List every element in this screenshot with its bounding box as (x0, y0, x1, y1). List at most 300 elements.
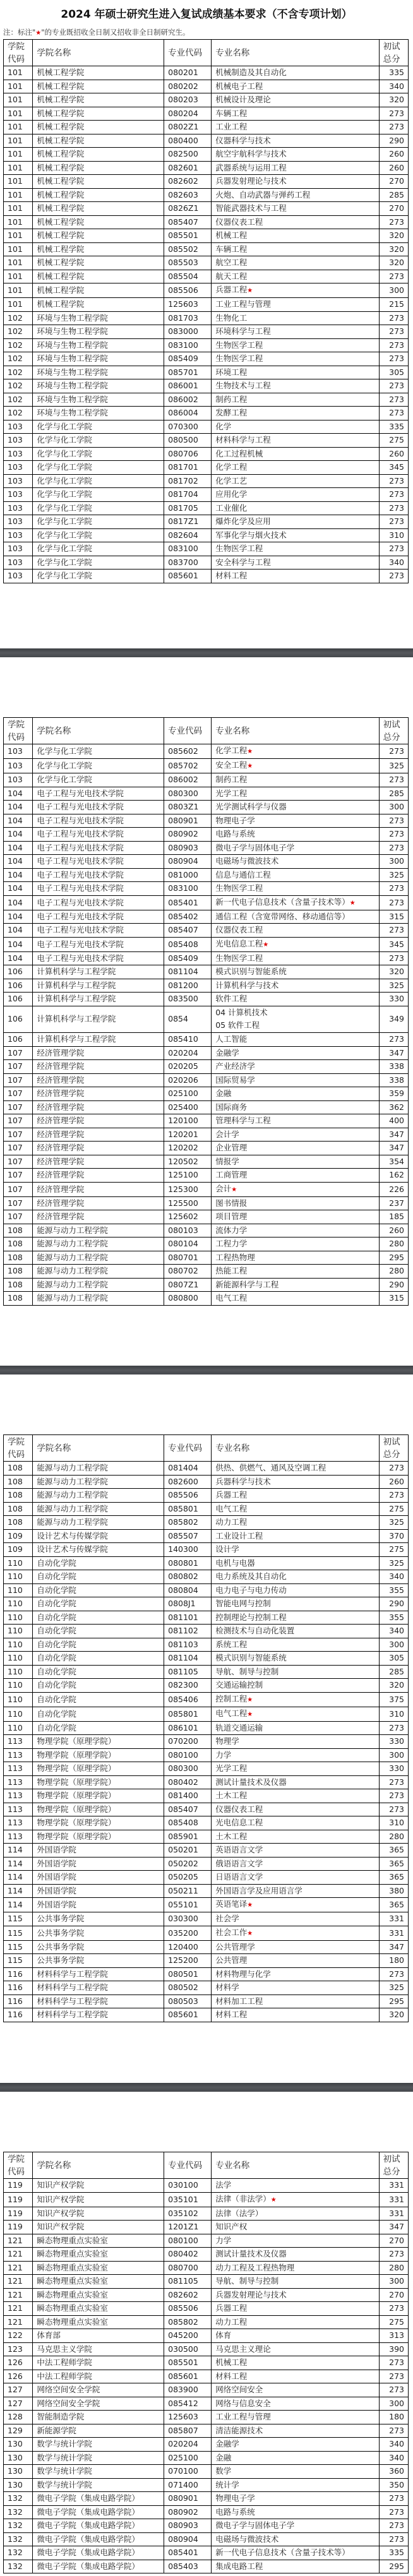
major-code-cell: 085410 (164, 1033, 212, 1047)
college-code-cell: 110 (4, 1570, 33, 1584)
table-row (4, 1775, 409, 1789)
major-name-text: 软件工程 (215, 994, 248, 1004)
major-name-cell (212, 1128, 379, 1142)
score-cell: 331 (379, 1926, 408, 1940)
major-code-cell: 085802 (164, 2315, 212, 2329)
score-cell: 273 (379, 1803, 408, 1816)
table-header (4, 40, 409, 66)
major-code-cell: 080700 (164, 2261, 212, 2275)
college-code-cell: 132 (4, 2532, 33, 2546)
major-name-text: 日语语言文学 (215, 1872, 263, 1882)
major-code-cell: 085506 (164, 2302, 212, 2316)
score-cell: 320 (379, 229, 408, 243)
major-name-cell (212, 1462, 379, 1476)
major-code-cell: 125602 (164, 1210, 212, 1224)
major-name-cell (212, 787, 379, 801)
score-cell: 370 (379, 1529, 408, 1543)
score-cell: 340 (379, 2451, 408, 2465)
college-code-cell: 122 (4, 2329, 33, 2343)
major-name-cell (212, 1898, 379, 1912)
major-name-cell (212, 1844, 379, 1857)
major-name-cell (212, 2397, 379, 2411)
table-row (4, 2356, 409, 2370)
major-name-cell (212, 2370, 379, 2383)
major-name-cell (212, 515, 379, 529)
college-name-cell: 能源与动力工程学院 (33, 1265, 164, 1279)
major-code-cell: 080801 (164, 1556, 212, 1570)
table-header (4, 1435, 409, 1462)
major-code-cell: 083700 (164, 556, 212, 569)
college-code-cell: 104 (4, 924, 33, 938)
table-row (4, 965, 409, 979)
table-row (4, 569, 409, 583)
college-name-cell: 机械工程学院 (33, 188, 164, 202)
score-cell: 300 (379, 2275, 408, 2289)
score-cell: 347 (379, 1142, 408, 1155)
header-score: 初试总分 (379, 2152, 408, 2179)
major-code-cell: 071400 (164, 2478, 212, 2492)
score-cell: 400 (379, 1114, 408, 1128)
table-row (4, 1073, 409, 1087)
score-cell: 380 (379, 1884, 408, 1898)
college-name-cell: 数学与统计学院 (33, 2465, 164, 2479)
college-code-cell: 108 (4, 1237, 33, 1251)
header-major-name: 专业名称 (212, 2152, 379, 2179)
score-cell: 355 (379, 1611, 408, 1625)
major-name-text: 模式识别与智能系统 (215, 967, 287, 977)
score-cell: 300 (379, 801, 408, 814)
major-code-cell: 070100 (164, 2465, 212, 2479)
score-cell: 335 (379, 66, 408, 80)
college-name-cell: 电子工程与光电技术学院 (33, 801, 164, 814)
college-name-cell: 化学与化工学院 (33, 515, 164, 529)
college-name-cell: 电子工程与光电技术学院 (33, 951, 164, 965)
major-name-cell (212, 2288, 379, 2302)
table-row (4, 855, 409, 869)
major-name-text: 金融 (215, 1088, 232, 1099)
major-code-cell: 085501 (164, 229, 212, 243)
score-cell: 273 (379, 773, 408, 787)
table-row (4, 882, 409, 896)
major-code-cell: 030300 (164, 1912, 212, 1926)
major-name-cell (212, 937, 379, 951)
major-name-cell (212, 773, 379, 787)
college-name-cell: 材料科学与工程学院 (33, 2008, 164, 2022)
table-row (4, 2478, 409, 2492)
college-name-cell: 能源与动力工程学院 (33, 1292, 164, 1306)
table-row (4, 2221, 409, 2234)
college-code-cell: 113 (4, 1789, 33, 1803)
score-cell: 273 (379, 352, 408, 366)
college-name-cell: 网络空间安全学院 (33, 2383, 164, 2397)
major-name-cell (212, 1489, 379, 1503)
college-name-cell: 材料科学与工程学院 (33, 1995, 164, 2008)
college-code-cell: 116 (4, 2008, 33, 2022)
major-name-text: 外国语言学及应用语言学 (215, 1885, 302, 1895)
score-cell: 273 (379, 474, 408, 488)
score-cell: 365 (379, 1857, 408, 1871)
score-cell: 273 (379, 338, 408, 352)
major-name-cell (212, 148, 379, 162)
college-name-cell: 能源与动力工程学院 (33, 1278, 164, 1292)
major-name-cell (212, 910, 379, 924)
score-cell: 310 (379, 528, 408, 542)
major-name-text: 力学 (215, 1750, 232, 1760)
score-cell: 273 (379, 542, 408, 556)
major-code-cell: 081704 (164, 488, 212, 502)
major-name-cell (212, 2492, 379, 2506)
table-row (4, 1516, 409, 1530)
score-cell: 273 (379, 895, 408, 910)
major-code-cell: 081702 (164, 474, 212, 488)
page-separator (0, 648, 413, 657)
major-name-text: 测试计量技术及仪器 (215, 2249, 287, 2259)
major-name-cell (212, 2329, 379, 2343)
major-name-cell (212, 2315, 379, 2329)
table-row (4, 951, 409, 965)
major-code-cell: 082603 (164, 188, 212, 202)
major-code-cell: 035101 (164, 2192, 212, 2207)
table-row (4, 379, 409, 393)
college-name-cell: 化学与化工学院 (33, 569, 164, 583)
score-cell: 285 (379, 787, 408, 801)
college-name-cell: 能源与动力工程学院 (33, 1502, 164, 1516)
college-code-cell: 110 (4, 1692, 33, 1707)
score-cell: 313 (379, 2329, 408, 2343)
major-name-cell (212, 134, 379, 148)
table-row (4, 1735, 409, 1749)
major-name-cell (212, 1516, 379, 1530)
table-row (4, 121, 409, 134)
table-row (4, 1182, 409, 1196)
table-row (4, 202, 409, 216)
table-row (4, 1995, 409, 2008)
college-code-cell: 103 (4, 501, 33, 515)
score-cell: 273 (379, 407, 408, 420)
major-name-cell (212, 338, 379, 352)
table-row (4, 1912, 409, 1926)
college-code-cell: 107 (4, 1210, 33, 1224)
table-row (4, 1748, 409, 1762)
college-name-cell: 机械工程学院 (33, 121, 164, 134)
major-name-text: 工程热物理 (215, 1252, 255, 1262)
score-cell: 325 (379, 1981, 408, 1995)
college-code-cell: 102 (4, 352, 33, 366)
header-college-code: 学院代码 (4, 40, 33, 66)
score-cell: 340 (379, 2438, 408, 2452)
score-cell: 280 (379, 2261, 408, 2275)
college-name-cell: 环境与生物工程学院 (33, 407, 164, 420)
major-name-cell (212, 202, 379, 216)
college-name-cell: 物理学院（原理学院） (33, 1816, 164, 1830)
college-name-cell: 能源与动力工程学院 (33, 1516, 164, 1530)
major-name-cell (212, 1251, 379, 1265)
college-code-cell: 132 (4, 2492, 33, 2506)
major-name-cell (212, 1679, 379, 1693)
college-code-cell: 119 (4, 2221, 33, 2234)
table-row (4, 2302, 409, 2316)
major-name-text: 人工智能 (215, 1034, 248, 1044)
college-code-cell: 107 (4, 1060, 33, 1074)
score-cell: 390 (379, 2342, 408, 2356)
table-row (4, 2008, 409, 2022)
major-name-text: 网络空间安全 (215, 2385, 263, 2395)
table-row (4, 1251, 409, 1265)
college-name-cell: 环境与生物工程学院 (33, 338, 164, 352)
college-name-cell: 环境与生物工程学院 (33, 393, 164, 407)
major-code-cell: 080903 (164, 841, 212, 855)
table-row (4, 2248, 409, 2262)
major-name-cell (212, 488, 379, 502)
major-name-text: 导航、制导与控制 (215, 1666, 279, 1676)
college-name-cell: 机械工程学院 (33, 175, 164, 189)
major-code-cell: 081101 (164, 1611, 212, 1625)
college-name-cell: 计算机科学与工程学院 (33, 965, 164, 979)
major-name-cell (212, 528, 379, 542)
page-separator (0, 2083, 413, 2092)
table-row (4, 2192, 409, 2207)
major-name-text: 应用化学 (215, 489, 248, 499)
score-cell: 280 (379, 1830, 408, 1844)
header-major-code: 专业代码 (164, 40, 212, 66)
college-name-cell: 网络空间安全学院 (33, 2397, 164, 2411)
star-icon: ★ (247, 1696, 253, 1703)
major-code-cell: 080502 (164, 1981, 212, 1995)
major-name-text: 车辆工程 (215, 244, 248, 254)
major-name-cell (212, 1857, 379, 1871)
major-name-cell (212, 924, 379, 938)
table-row (4, 993, 409, 1006)
college-name-cell: 物理学院（原理学院） (33, 1762, 164, 1776)
major-code-cell: 082602 (164, 175, 212, 189)
major-name-cell (212, 993, 379, 1006)
college-code-cell: 126 (4, 2370, 33, 2383)
major-name-cell (212, 270, 379, 283)
table-row (4, 1489, 409, 1503)
score-cell: 273 (379, 107, 408, 121)
major-code-cell: 085412 (164, 2397, 212, 2411)
major-name-text: 生物技术与工程 (215, 381, 271, 391)
college-name-cell: 能源与动力工程学院 (33, 1489, 164, 1503)
major-name-cell (212, 461, 379, 475)
major-code-cell: 080104 (164, 1237, 212, 1251)
score-cell: 338 (379, 1073, 408, 1087)
major-name-cell (212, 2207, 379, 2221)
college-code-cell: 110 (4, 1638, 33, 1652)
major-code-cell: 0817Z1 (164, 515, 212, 529)
major-name-text: 导航、制导与控制 (215, 2276, 279, 2286)
score-cell: 273 (379, 1489, 408, 1503)
college-name-cell: 知识产权学院 (33, 2179, 164, 2193)
college-code-cell: 106 (4, 993, 33, 1006)
major-name-cell (212, 283, 379, 298)
college-code-cell: 113 (4, 1735, 33, 1749)
score-table (3, 717, 409, 1306)
major-code-cell: 082604 (164, 528, 212, 542)
major-name-cell (212, 2221, 379, 2234)
table-row (4, 1462, 409, 1476)
table-row (4, 1652, 409, 1666)
score-cell: 345 (379, 937, 408, 951)
score-cell: 300 (379, 855, 408, 869)
major-code-cell: 083000 (164, 325, 212, 339)
major-name-cell (212, 1940, 379, 1954)
major-name-text: 化工过程机械 (215, 448, 263, 458)
major-name-cell (212, 2438, 379, 2452)
score-cell: 300 (379, 2397, 408, 2411)
score-cell: 270 (379, 2234, 408, 2248)
college-code-cell: 103 (4, 461, 33, 475)
note (3, 27, 190, 37)
major-name-text: 情报学 (215, 1156, 239, 1166)
major-name-text: 机械工程 (215, 230, 248, 241)
college-name-cell: 电子工程与光电技术学院 (33, 828, 164, 842)
score-cell: 355 (379, 1583, 408, 1597)
score-cell: 290 (379, 134, 408, 148)
header-score: 初试总分 (379, 718, 408, 744)
college-code-cell: 121 (4, 2234, 33, 2248)
major-name-cell (212, 1100, 379, 1114)
major-name-text: 兵器工程 (215, 2303, 248, 2313)
table-row (4, 2370, 409, 2383)
major-name-text: 制药工程 (215, 775, 248, 785)
score-cell: 226 (379, 1182, 408, 1196)
college-code-cell: 104 (4, 868, 33, 882)
major-name-text: 微电子学与固体电子学 (215, 2520, 295, 2531)
major-code-cell: 080706 (164, 447, 212, 461)
table-row (4, 910, 409, 924)
major-name-text: 检测技术与自动化装置 (215, 1626, 295, 1636)
major-code-cell: 086002 (164, 393, 212, 407)
score-cell: 295 (379, 1251, 408, 1265)
college-name-cell: 电子工程与光电技术学院 (33, 868, 164, 882)
college-code-cell: 102 (4, 366, 33, 379)
major-name-cell (212, 188, 379, 202)
major-name-text: 电机与电器 (215, 1558, 255, 1568)
major-name-cell (212, 2008, 379, 2022)
major-code-cell: 030500 (164, 2342, 212, 2356)
major-name-text: 项目管理 (215, 1212, 248, 1222)
major-name-text: 力学 (215, 2235, 232, 2245)
major-code-cell: 080100 (164, 2234, 212, 2248)
header-college-name: 学院名称 (33, 40, 164, 66)
major-name-text: 公共管理 (215, 1955, 248, 1965)
score-cell: 273 (379, 311, 408, 325)
score-cell: 347 (379, 1046, 408, 1060)
star-icon: ★ (247, 763, 253, 770)
major-name-text: 金融学 (215, 1047, 239, 1058)
table-row (4, 1638, 409, 1652)
score-cell: 273 (379, 1789, 408, 1803)
college-code-cell: 108 (4, 1502, 33, 1516)
table-row (4, 1803, 409, 1816)
header-major-code: 专业代码 (164, 1435, 212, 1462)
score-cell: 273 (379, 2492, 408, 2506)
major-code-cell: 125300 (164, 1182, 212, 1196)
table-row (4, 924, 409, 938)
college-name-cell: 微电子学院（集成电路学院） (33, 2519, 164, 2533)
college-code-cell: 103 (4, 556, 33, 569)
table-row (4, 814, 409, 828)
major-code-cell: 081000 (164, 868, 212, 882)
major-name-cell (212, 474, 379, 488)
major-name-text: 土木工程 (215, 1831, 248, 1841)
major-code-cell: 080702 (164, 1265, 212, 1279)
major-name-cell (212, 2192, 379, 2207)
major-name-text: 微电子学与固体电子学 (215, 842, 295, 852)
major-name-text: 英语语言文学 (215, 1845, 263, 1855)
college-code-cell: 110 (4, 1597, 33, 1611)
college-name-cell: 电子工程与光电技术学院 (33, 855, 164, 869)
major-name-text: 仪器仪表工程 (215, 1804, 263, 1814)
college-name-cell: 外国语学院 (33, 1871, 164, 1885)
score-cell: 330 (379, 1735, 408, 1749)
major-name-cell (212, 256, 379, 270)
table-row (4, 1844, 409, 1857)
major-name-cell (212, 2560, 379, 2573)
table-row (4, 1707, 409, 1721)
college-name-cell: 设计艺术与传媒学院 (33, 1543, 164, 1557)
star-icon: ★ (35, 30, 42, 37)
score-cell: 275 (379, 434, 408, 448)
major-name-cell (212, 1142, 379, 1155)
major-name-text: 新能源科学与工程 (215, 1279, 279, 1289)
college-code-cell: 104 (4, 882, 33, 896)
score-cell: 273 (379, 1462, 408, 1476)
major-name-text: 机械工程 (215, 2358, 248, 2368)
major-name-text: 电路与系统 (215, 829, 255, 839)
college-name-cell: 化学与化工学院 (33, 773, 164, 787)
major-name-text: 生物医学工程 (215, 354, 263, 364)
college-code-cell: 119 (4, 2192, 33, 2207)
college-code-cell: 101 (4, 161, 33, 175)
major-name-cell (212, 1748, 379, 1762)
table-row (4, 1142, 409, 1155)
major-name-cell (212, 1543, 379, 1557)
score-cell: 350 (379, 2478, 408, 2492)
score-cell: 375 (379, 1692, 408, 1707)
major-name-cell (212, 2411, 379, 2424)
major-code-cell: 035102 (164, 2207, 212, 2221)
college-name-cell: 自动化学院 (33, 1625, 164, 1638)
major-name-cell (212, 1556, 379, 1570)
major-name-text: 网络与信息安全 (215, 2398, 271, 2408)
major-code-cell: 085503 (164, 256, 212, 270)
major-code-cell: 081404 (164, 1462, 212, 1476)
major-name-text: 公共管理学 (215, 1941, 255, 1952)
college-name-cell: 电子工程与光电技术学院 (33, 910, 164, 924)
score-cell: 273 (379, 2519, 408, 2533)
major-name-cell (212, 569, 379, 583)
college-name-cell: 物理学院（原理学院） (33, 1830, 164, 1844)
header-major-name: 专业名称 (212, 40, 379, 66)
major-name-cell (212, 2342, 379, 2356)
table-row (4, 2397, 409, 2411)
college-name-cell: 中法工程师学院 (33, 2370, 164, 2383)
major-name-cell (212, 1995, 379, 2008)
major-code-cell: 086101 (164, 1721, 212, 1735)
college-name-cell: 经济管理学院 (33, 1169, 164, 1183)
college-code-cell: 119 (4, 2179, 33, 2193)
major-name-text: 控制理论与控制工程 (215, 1612, 287, 1622)
college-code-cell: 121 (4, 2288, 33, 2302)
college-code-cell: 110 (4, 1665, 33, 1679)
major-code-cell: 080904 (164, 855, 212, 869)
major-name-text: 工业催化 (215, 503, 248, 513)
major-code-cell: 080802 (164, 1570, 212, 1584)
major-name-cell (212, 1830, 379, 1844)
score-cell: 335 (379, 2546, 408, 2560)
